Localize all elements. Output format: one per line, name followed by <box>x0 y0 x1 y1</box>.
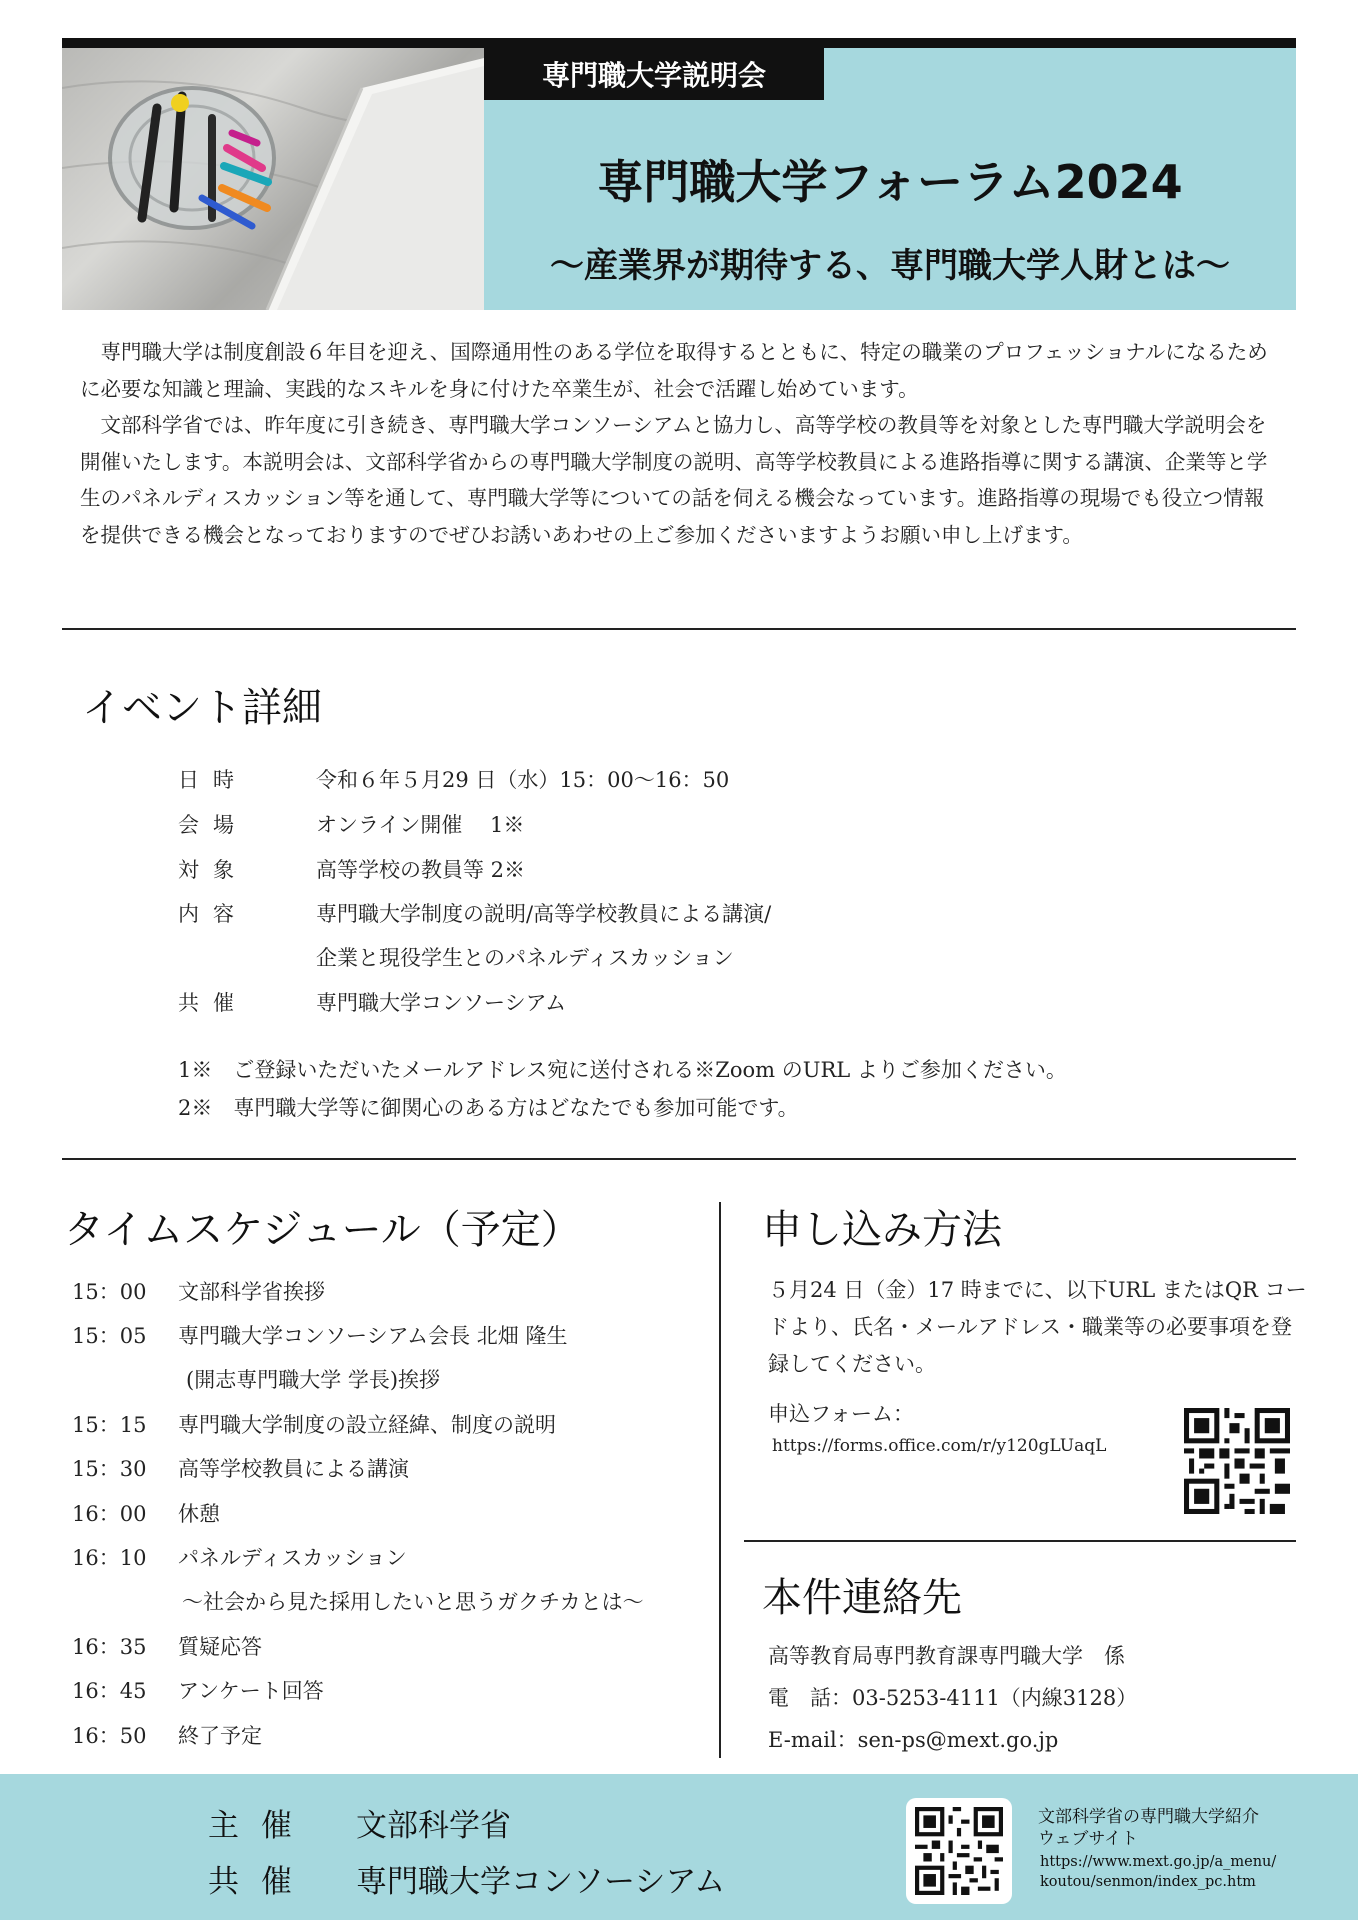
schedule-item <box>72 1409 556 1439</box>
detail-key: 対象 <box>178 858 248 882</box>
detail-value: 専門職大学コンソーシアム <box>316 991 567 1015</box>
application-qr-code[interactable] <box>1184 1408 1290 1514</box>
website-qr-box[interactable] <box>906 1798 1012 1904</box>
schedule-item <box>72 1542 407 1572</box>
schedule-item <box>72 1720 262 1750</box>
schedule-text: 休憩 <box>178 1502 220 1526</box>
header-title-panel <box>484 48 1296 310</box>
website-link-url[interactable] <box>1040 1852 1276 1892</box>
header-photo <box>62 48 484 310</box>
detail-value: オンライン開催 1※ <box>316 813 525 837</box>
footer-cohost <box>208 1856 725 1901</box>
event-details-heading: イベント詳細 <box>82 685 322 731</box>
detail-value: 企業と現役学生とのパネルディスカッション <box>316 946 734 970</box>
detail-value: 令和６年５月29 日（水）15：00〜16：50 <box>316 768 730 792</box>
detail-key: 日時 <box>178 768 248 792</box>
website-url-line[interactable]: koutou/senmon/index_pc.htm <box>1040 1874 1256 1890</box>
footer-host-name: 文部科学省 <box>356 1808 511 1844</box>
schedule-text: 専門職大学制度の設立経緯、制度の説明 <box>178 1413 556 1437</box>
schedule-time: 16：45 <box>72 1679 147 1703</box>
schedule-item <box>72 1498 220 1528</box>
detail-row-content-cont <box>178 942 734 972</box>
schedule-time: 16：50 <box>72 1724 147 1748</box>
detail-key: 内容 <box>178 902 248 926</box>
form-url-link[interactable]: https://forms.office.com/r/y120gLUaqL <box>772 1436 1107 1456</box>
schedule-item <box>72 1675 324 1705</box>
schedule-text: 文部科学省挨拶 <box>178 1280 325 1304</box>
detail-row-venue <box>178 809 524 839</box>
page-title: 専門職大学フォーラム2024 <box>597 155 1183 209</box>
schedule-text: 高等学校教員による講演 <box>178 1457 409 1481</box>
footer-host <box>208 1800 511 1845</box>
schedule-item <box>72 1320 567 1350</box>
intro-paragraph: 専門職大学は制度創設６年目を迎え、国際通用性のある学位を取得するとともに、特定の職業のプロフェッショナルになるために必要な知識と理論、実践的なスキルを身に付けた卒業生が、社会で活躍し始めています。 <box>80 340 1268 401</box>
schedule-text: アンケート回答 <box>178 1679 324 1703</box>
detail-key: 会場 <box>178 813 248 837</box>
divider <box>62 628 1296 630</box>
schedule-item-cont: 〜社会から見た採用したいと思うガクチカとは〜 <box>182 1590 644 1614</box>
schedule-text: 終了予定 <box>178 1724 262 1748</box>
intro-paragraph: 文部科学省では、昨年度に引き続き、専門職大学コンソーシアムと協力し、高等学校の教員等を対象とした専門職大学説明会を開催いたします。本説明会は、文部科学省からの専門職大学制度の説明、高等学校教員による進路指導に関する講演、企業等と学生のパネルディスカッション等を通して、専門職大学等についての話を伺える機会なっています。進路指導の現場でも役立つ情報を提供できる機会となっておりますのでぜひお誘いあわせの上ご参加くださいますようお願い申し上げます。 <box>80 413 1268 547</box>
footer-cohost-label: 共催 <box>208 1864 314 1900</box>
contact-heading: 本件連絡先 <box>762 1575 962 1621</box>
website-link-title-line: 文部科学省の専門職大学紹介 <box>1038 1807 1259 1827</box>
contact-dept: 高等教育局専門教育課専門職大学 係 <box>768 1644 1125 1668</box>
form-label: 申込フォーム： <box>768 1402 914 1426</box>
schedule-time: 15：15 <box>72 1413 147 1437</box>
schedule-item-cont: (開志専門職大学 学長)挨拶 <box>186 1368 441 1392</box>
schedule-time: 16：35 <box>72 1635 147 1659</box>
schedule-time: 15：05 <box>72 1324 147 1348</box>
schedule-time: 15：00 <box>72 1280 147 1304</box>
header-top-bar <box>62 38 1296 48</box>
footer-cohost-name: 専門職大学コンソーシアム <box>356 1864 726 1900</box>
schedule-item <box>72 1276 325 1306</box>
detail-value: 専門職大学制度の説明/高等学校教員による講演/ <box>316 902 772 926</box>
contact-phone: 電 話：03-5253-4111（内線3128） <box>768 1686 1138 1710</box>
note: 2※ 専門職大学等に御関心のある方はどなたでも参加可能です。 <box>178 1096 799 1120</box>
pens-and-notebook-illustration <box>62 48 484 310</box>
website-url-line[interactable]: https://www.mext.go.jp/a_menu/ <box>1040 1854 1277 1870</box>
apply-heading: 申し込み方法 <box>762 1207 1002 1253</box>
website-qr-code[interactable] <box>915 1807 1003 1895</box>
detail-value: 高等学校の教員等 2※ <box>316 858 526 882</box>
apply-text: ５月24 日（金）17 時までに、以下URL またはQR コードより、氏名・メールアドレス・職業等の必要事項を登録してください。 <box>768 1278 1307 1376</box>
schedule-text: 質疑応答 <box>178 1635 262 1659</box>
detail-row-datetime <box>178 764 729 794</box>
page-subtitle: 〜産業界が期待する、専門職大学人財とは〜 <box>550 246 1230 286</box>
event-tag: 専門職大学説明会 <box>484 48 824 100</box>
detail-row-cohost <box>178 987 566 1017</box>
schedule-item <box>72 1453 409 1483</box>
website-link-title-line: ウェブサイト <box>1038 1829 1139 1849</box>
schedule-text: パネルディスカッション <box>178 1546 407 1570</box>
divider <box>62 1158 1296 1160</box>
detail-row-content <box>178 898 771 928</box>
schedule-time: 15：30 <box>72 1457 147 1481</box>
intro-text <box>80 334 1280 553</box>
schedule-time: 16：00 <box>72 1502 147 1526</box>
divider <box>744 1540 1296 1542</box>
schedule-text: 専門職大学コンソーシアム会長 北畑 隆生 <box>178 1324 568 1348</box>
schedule-heading: タイムスケジュール（予定） <box>64 1207 581 1253</box>
website-link-title <box>1038 1806 1259 1850</box>
footer-host-label: 主催 <box>208 1808 314 1844</box>
footer-band <box>0 1774 1358 1920</box>
column-divider <box>719 1202 721 1758</box>
detail-key: 共催 <box>178 991 248 1015</box>
note: 1※ ご登録いただいたメールアドレス宛に送付される※Zoom のURL よりご参加ください。 <box>178 1058 1067 1082</box>
schedule-time: 16：10 <box>72 1546 147 1570</box>
contact-email[interactable]: E-mail：sen-ps@mext.go.jp <box>768 1728 1059 1752</box>
header-banner <box>62 38 1296 310</box>
schedule-item <box>72 1631 262 1661</box>
detail-row-audience <box>178 854 525 884</box>
